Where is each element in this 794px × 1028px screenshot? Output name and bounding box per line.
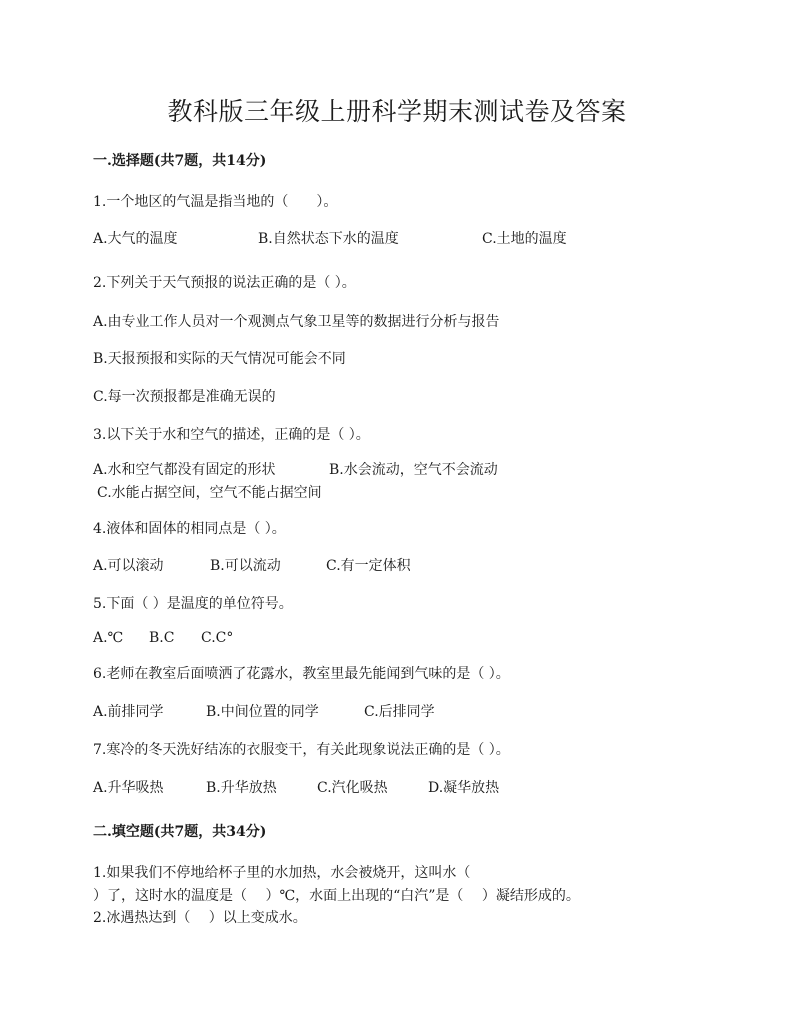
question-5-option-c: C.C°: [201, 630, 234, 646]
question-4-stem: 4.液体和固体的相同点是（ ）。: [93, 521, 286, 537]
question-3-option-a: A.水和空气都没有固定的形状: [93, 462, 276, 478]
question-6-option-c: C.后排同学: [364, 704, 435, 720]
question-5-option-b: B.C: [149, 630, 175, 646]
question-1-option-c: C.土地的温度: [482, 231, 567, 247]
question-3-option-b: B.水会流动，空气不会流动: [329, 462, 498, 478]
question-2-option-a: A.由专业工作人员对一个观测点气象卫星等的数据进行分析与报告: [93, 314, 500, 330]
question-6-option-a: A.前排同学: [93, 704, 164, 720]
question-2-option-c: C.每一次预报都是准确无误的: [93, 389, 276, 405]
section-heading-fill: 二.填空题(共7题，共34分): [93, 824, 267, 840]
question-7-option-b: B.升华放热: [206, 780, 277, 796]
question-5-option-a: A.℃: [93, 630, 124, 646]
question-2-option-b: B.天报预报和实际的天气情况可能会不同: [93, 351, 346, 367]
question-6-stem: 6.老师在教室后面喷洒了花露水，教室里最先能闻到气味的是（ ）。: [93, 666, 510, 682]
fill-question-1-line-1: 1.如果我们不停地给杯子里的水加热，水会被烧开，这叫水（: [93, 865, 471, 881]
question-4-option-a: A.可以滚动: [93, 558, 164, 574]
question-1-option-b: B.自然状态下水的温度: [258, 231, 399, 247]
fill-question-2: 2.冰遇热达到（ ）以上变成水。: [93, 910, 307, 926]
question-1-stem: 1.一个地区的气温是指当地的（ ）。: [93, 194, 338, 210]
question-7-option-c: C.汽化吸热: [317, 780, 388, 796]
fill-question-1-line-2: ）了，这时水的温度是（ ）℃，水面上出现的“白汽”是（ ）凝结形成的。: [93, 888, 580, 904]
question-7-option-d: D.凝华放热: [428, 780, 500, 796]
question-1-option-a: A.大气的温度: [93, 231, 178, 247]
question-3-stem: 3.以下关于水和空气的描述，正确的是（ ）。: [93, 427, 370, 443]
question-6-option-b: B.中间位置的同学: [206, 704, 319, 720]
question-7-option-a: A.升华吸热: [93, 780, 164, 796]
question-3-option-c: C.水能占据空间，空气不能占据空间: [97, 485, 322, 501]
question-2-stem: 2.下列关于天气预报的说法正确的是（ ）。: [93, 275, 356, 291]
page-title: 教科版三年级上册科学期末测试卷及答案: [167, 97, 627, 126]
question-7-stem: 7.寒冷的冬天洗好结冻的衣服变干，有关此现象说法正确的是（ ）。: [93, 742, 510, 758]
question-5-stem: 5.下面（ ）是温度的单位符号。: [93, 596, 293, 612]
question-4-option-c: C.有一定体积: [326, 558, 411, 574]
question-4-option-b: B.可以流动: [210, 558, 281, 574]
section-heading-choice: 一.选择题(共7题，共14分): [93, 153, 267, 169]
